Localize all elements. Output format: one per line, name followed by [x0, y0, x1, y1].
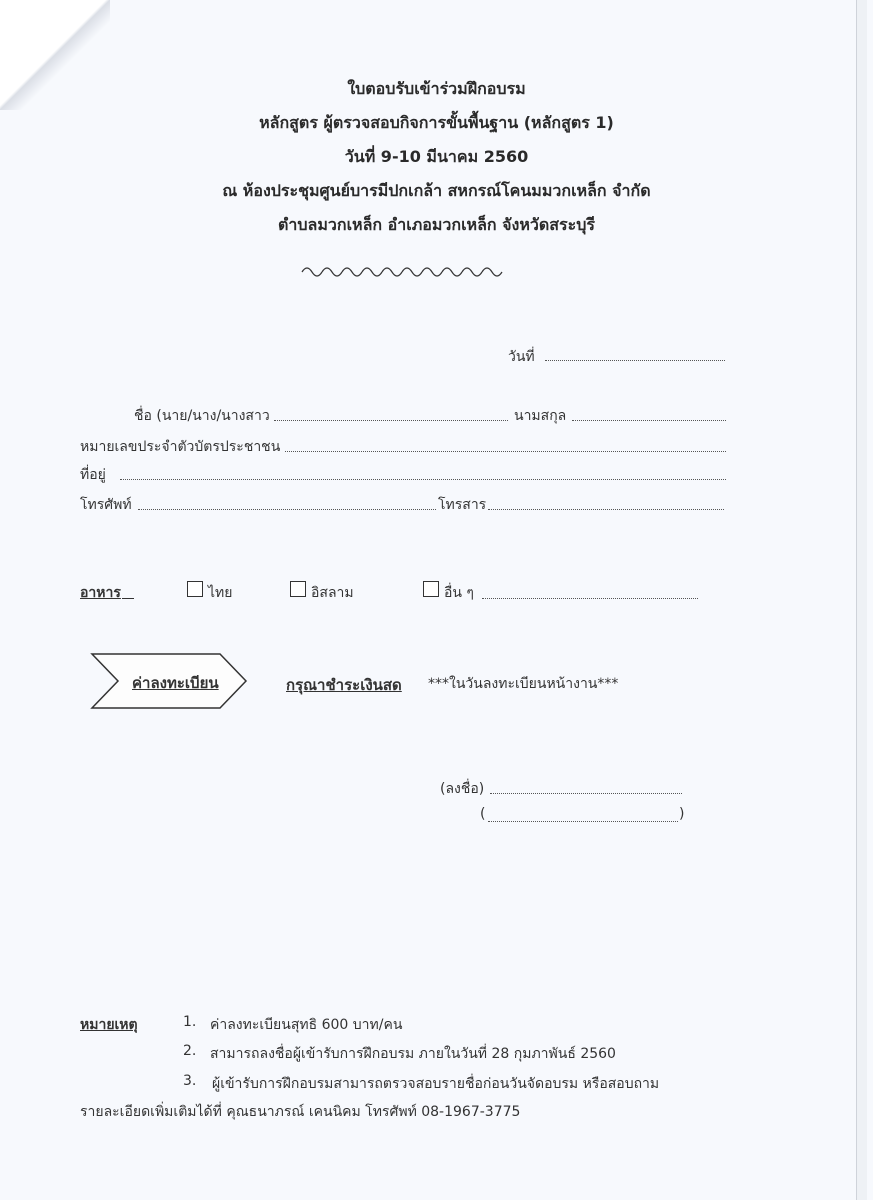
- food-islam-label: อิสลาม: [311, 585, 354, 601]
- date-field[interactable]: [545, 360, 725, 361]
- id-label: หมายเลขประจำตัวบัตรประชาชน: [80, 439, 281, 455]
- signature-paren-close: ): [679, 806, 685, 822]
- header-venue: ณ ห้องประชุมศูนย์บารมีปกเกล้า สหกรณ์โคนมมวกเหล็ก จำกัด: [222, 181, 651, 200]
- surname-field[interactable]: [572, 420, 726, 421]
- address-label: ที่อยู่: [80, 467, 106, 483]
- note-2-text: สามารถลงชื่อผู้เข้ารับการฝึกอบรม ภายในวันที่ 28 กุมภาพันธ์ 2560: [210, 1046, 616, 1062]
- food-other-field[interactable]: [482, 598, 698, 599]
- note-2-number: 2.: [183, 1043, 197, 1059]
- document-header: [0, 72, 873, 242]
- food-label: อาหาร: [80, 585, 121, 601]
- food-thai-checkbox[interactable]: [187, 581, 203, 597]
- food-thai-label: ไทย: [208, 585, 233, 601]
- id-field[interactable]: [285, 451, 726, 452]
- name-field[interactable]: [274, 420, 508, 421]
- signature-field[interactable]: [490, 793, 682, 794]
- food-other-label: อื่น ๆ: [444, 585, 474, 601]
- pay-note: ***ในวันลงทะเบียนหน้างาน***: [428, 676, 619, 692]
- name-label: ชื่อ (นาย/นาง/นางสาว: [134, 408, 270, 424]
- printed-name-field[interactable]: [488, 821, 678, 822]
- signature-paren-open: (: [480, 806, 486, 822]
- phone-label: โทรศัพท์: [80, 497, 132, 513]
- fax-label: โทรสาร: [438, 497, 487, 513]
- header-title: ใบตอบรับเข้าร่วมฝึกอบรม: [347, 79, 526, 98]
- fee-arrow-label: ค่าลงทะเบียน: [132, 674, 219, 692]
- note-3-number: 3.: [183, 1073, 197, 1089]
- note-1-number: 1.: [183, 1014, 197, 1030]
- header-date: วันที่ 9-10 มีนาคม 2560: [344, 147, 529, 166]
- note-1-text: ค่าลงทะเบียนสุทธิ 600 บาท/คน: [210, 1017, 403, 1033]
- food-islam-checkbox[interactable]: [290, 581, 306, 597]
- phone-field[interactable]: [138, 509, 436, 510]
- note-3-text: ผู้เข้ารับการฝึกอบรมสามารถตรวจสอบรายชื่อก่อนวันจัดอบรม หรือสอบถาม: [212, 1076, 660, 1092]
- note-3-continuation: รายละเอียดเพิ่มเติมได้ที่ คุณธนาภรณ์ เคนนิคม โทรศัพท์ 08-1967-3775: [80, 1104, 521, 1120]
- address-field[interactable]: [120, 479, 726, 480]
- header-location: ตำบลมวกเหล็ก อำเภอมวกเหล็ก จังหวัดสระบุรี: [278, 215, 595, 234]
- header-course: หลักสูตร ผู้ตรวจสอบกิจการขั้นพื้นฐาน (หลักสูตร 1): [259, 113, 614, 132]
- notes-title: หมายเหตุ: [80, 1017, 138, 1033]
- ornament-divider: [300, 262, 510, 278]
- date-label: วันที่: [508, 349, 535, 365]
- food-underline: [122, 598, 134, 599]
- pay-cash-label: กรุณาชำระเงินสด: [286, 676, 402, 694]
- food-other-checkbox[interactable]: [423, 581, 439, 597]
- fax-field[interactable]: [488, 509, 724, 510]
- surname-label: นามสกุล: [514, 408, 567, 424]
- signature-label: (ลงชื่อ): [440, 781, 485, 797]
